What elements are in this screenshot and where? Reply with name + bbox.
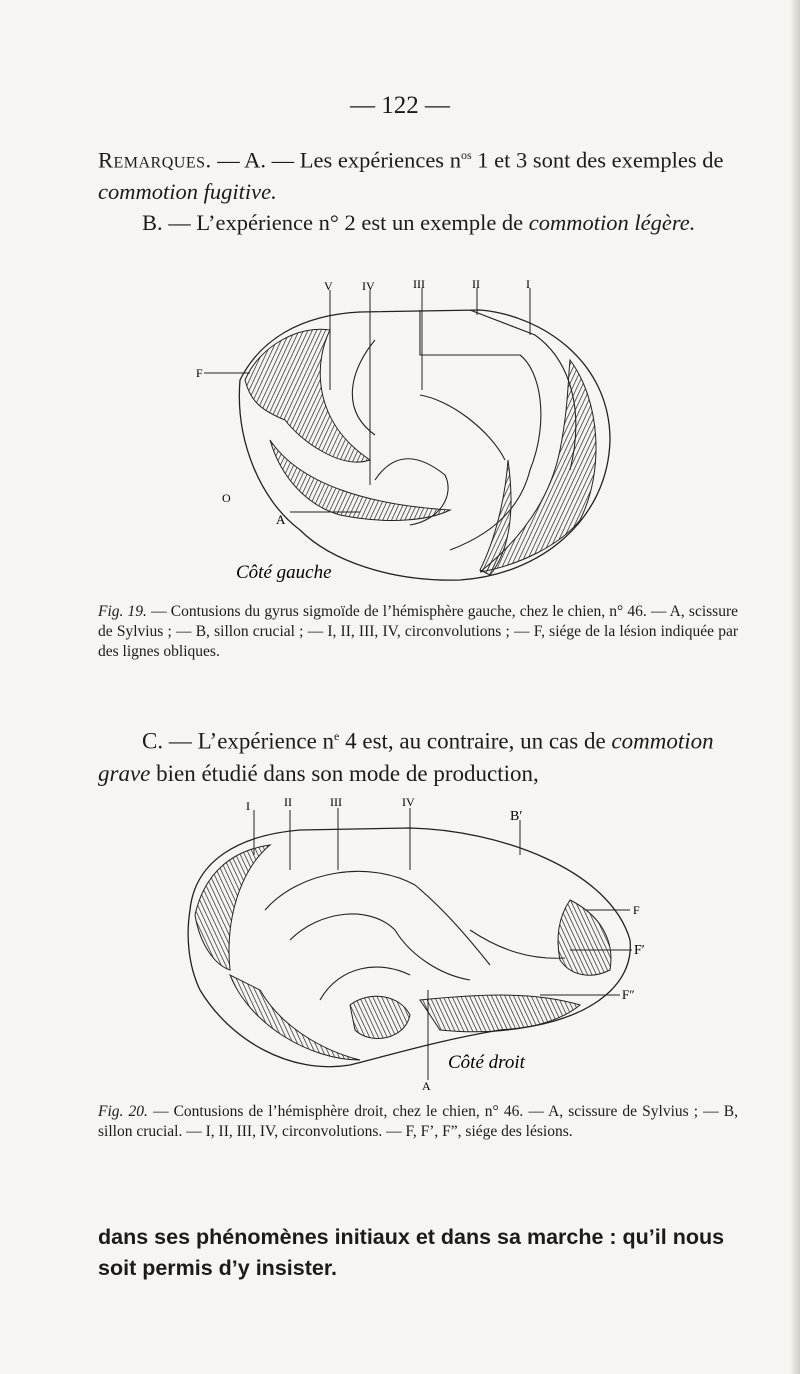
section-c-sup: e [334,729,340,743]
label-f-double-prime: F″ [622,987,635,1002]
figure-19-caption [98,602,738,662]
section-c-mid: 4 est, au contraire, un cas de [339,728,612,754]
section-c-paragraph [98,720,738,790]
label-a-2: A [422,1079,431,1090]
label-ii-2: II [284,795,292,809]
section-c-suffix: bien étudié dans son mode de production, [150,760,539,786]
lesion-f-prime [420,995,580,1032]
page-number: — 122 — [350,92,450,119]
label-b-prime: B′ [510,809,523,824]
convolution-line-3 [470,310,576,470]
remark-a-italic: commotion fugitive. [98,178,277,204]
convolution-line-1 [352,340,375,435]
label-f-2: F [633,903,640,917]
section-c-italic: commotion grave [98,728,714,786]
page-edge-shadow [790,0,800,1374]
lesion-f [558,900,611,975]
label-iii-2: III [330,795,342,809]
convolution-arc-2 [290,914,470,980]
remarks-paragraph [98,140,738,238]
label-f-prime: F′ [634,943,645,958]
closing-paragraph: dans ses phénomènes initiaux et dans sa marche : qu’il nous soit permis d’y insister. [98,1225,725,1280]
lesion-f-upper [245,329,370,462]
sylvian-arc [320,967,410,1000]
label-a: A [276,512,286,527]
label-side-right: Côté droit [448,1052,525,1073]
label-f: F [196,366,203,380]
remark-b-italic: commotion légère. [528,209,696,235]
label-iv-2: IV [402,795,415,809]
section-c-text: C. — L’expérience n [142,728,335,754]
remark-a [98,140,738,207]
figure-19-number: Fig. 19. [98,603,147,620]
figure-20-caption [98,1102,738,1142]
label-iv: IV [362,279,375,293]
figure-20-brain-right [170,790,650,1090]
crucial-sulcus [470,930,565,958]
label-i: I [526,277,530,291]
label-v: V [324,279,333,293]
remark-b [98,207,738,238]
remark-a-text: — A. — Les expériences n [211,147,461,173]
hatch-lower-left [230,975,360,1060]
lesion-f-double-prime [350,996,410,1038]
remark-b-text: B. — L’expérience n° 2 est un exemple de [142,209,529,235]
label-iii: III [413,277,425,291]
remark-a-mid: 1 et 3 sont des exemples de [471,147,724,173]
crucial-line [420,395,505,460]
label-side-left: Côté gauche [236,562,332,583]
figure-19-brain-left [190,270,630,590]
remark-a-sup: os [460,148,472,162]
hatch-left [195,845,270,970]
label-i-2: I [246,799,250,813]
figure-20-text: — Contusions de l’hémisphère droit, chez le chien, n° 46. — A, scissure de Sylvius ; — B, sillon crucial. — I, II, III, IV, circonvolutions. — F, F’, F”, siége des lésions. [98,1103,739,1140]
figure-19-text: — Contusions du gyrus sigmoïde de l’hémisphère gauche, chez le chien, n° 46. — A, scissure de Sylvius ; — B, sillon crucial ; — I, II, III, IV, circonvolutions ; — F, siége de la lésion indiquée par des lignes obliques. [98,603,738,660]
remarks-heading: Remarques. [98,147,212,173]
label-o: O [222,491,231,505]
figure-20-number: Fig. 20. [98,1103,148,1120]
label-ii: II [472,277,480,291]
